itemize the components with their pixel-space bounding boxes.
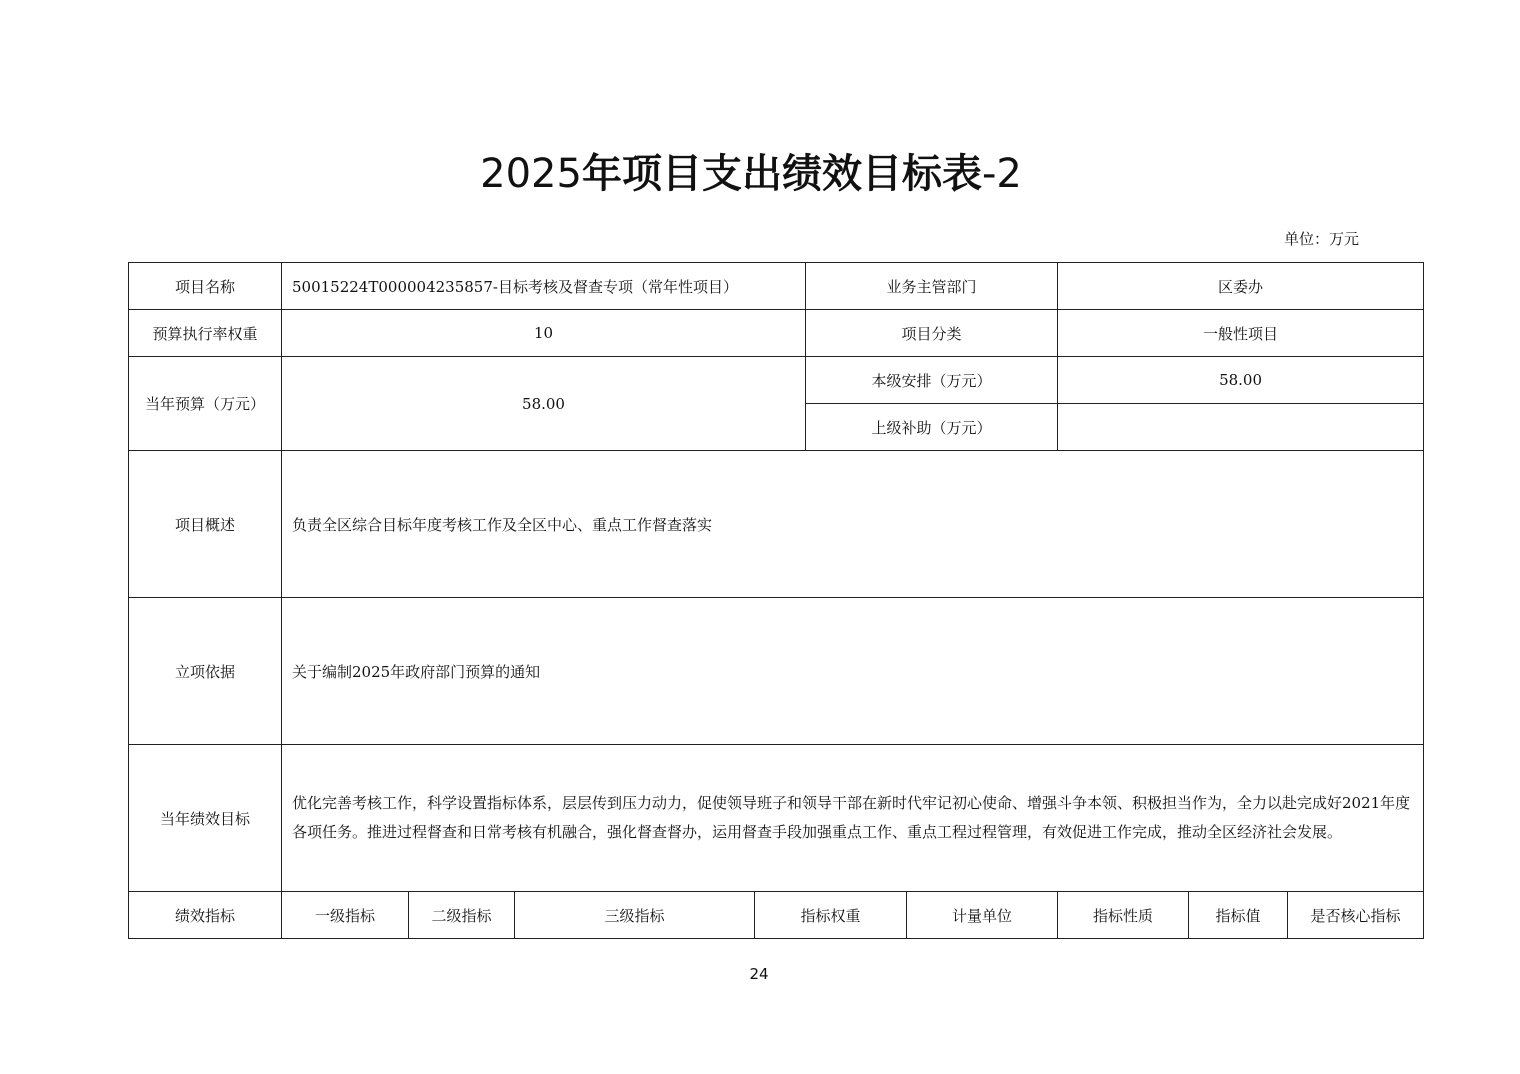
- basis-label: 立项依据: [129, 598, 282, 745]
- header-weight: 指标权重: [755, 892, 907, 939]
- overview-value: 负责全区综合目标年度考核工作及全区中心、重点工作督查落实: [282, 451, 1424, 598]
- project-name-label: 项目名称: [129, 263, 282, 310]
- row-project-name: [129, 263, 1424, 310]
- row-goal: [129, 745, 1424, 892]
- header-nature: 指标性质: [1058, 892, 1189, 939]
- row-indicators-header: [129, 892, 1424, 939]
- header-level3: 三级指标: [515, 892, 755, 939]
- local-budget-label: 本级安排（万元）: [806, 357, 1058, 404]
- annual-budget-label: 当年预算（万元）: [129, 357, 282, 451]
- overview-label: 项目概述: [129, 451, 282, 598]
- title-text: 年项目支出绩效目标表: [581, 151, 982, 197]
- basis-value: 关于编制2025年政府部门预算的通知: [282, 598, 1424, 745]
- header-level1: 一级指标: [282, 892, 409, 939]
- title-suffix: -2: [981, 151, 1022, 197]
- row-overview: [129, 451, 1424, 598]
- page-title: [0, 142, 1502, 199]
- goal-label: 当年绩效目标: [129, 745, 282, 892]
- project-name-value: 50015224T000004235857-目标考核及督查专项（常年性项目）: [282, 263, 806, 310]
- performance-target-table: [128, 262, 1424, 939]
- category-label: 项目分类: [806, 310, 1058, 357]
- header-unit: 计量单位: [907, 892, 1058, 939]
- header-core: 是否核心指标: [1288, 892, 1424, 939]
- local-budget-value: 58.00: [1058, 357, 1424, 404]
- row-basis: [129, 598, 1424, 745]
- page-number: 24: [749, 965, 769, 983]
- dept-label: 业务主管部门: [806, 263, 1058, 310]
- header-value: 指标值: [1189, 892, 1288, 939]
- budget-weight-value: 10: [282, 310, 806, 357]
- category-value: 一般性项目: [1058, 310, 1424, 357]
- dept-value: 区委办: [1058, 263, 1424, 310]
- budget-weight-label: 预算执行率权重: [129, 310, 282, 357]
- header-level2: 二级指标: [409, 892, 515, 939]
- row-budget-weight: [129, 310, 1424, 357]
- annual-budget-value: 58.00: [282, 357, 806, 451]
- title-year: 2025: [480, 151, 582, 197]
- upper-subsidy-label: 上级补助（万元）: [806, 404, 1058, 451]
- indicators-label: 绩效指标: [129, 892, 282, 939]
- upper-subsidy-value: [1058, 404, 1424, 451]
- unit-label: 单位：万元: [1284, 230, 1360, 248]
- row-annual-budget: [129, 357, 1424, 404]
- goal-value: 优化完善考核工作，科学设置指标体系，层层传到压力动力，促使领导班子和领导干部在新时代牢记初心使命、增强斗争本领、积极担当作为，全力以赴完成好2021年度各项任务。推进过程督查和日常考核有机融合，强化督查督办，运用督查手段加强重点工作、重点工程过程管理，有效促进工作完成，推动全区经济社会发展。: [282, 745, 1424, 892]
